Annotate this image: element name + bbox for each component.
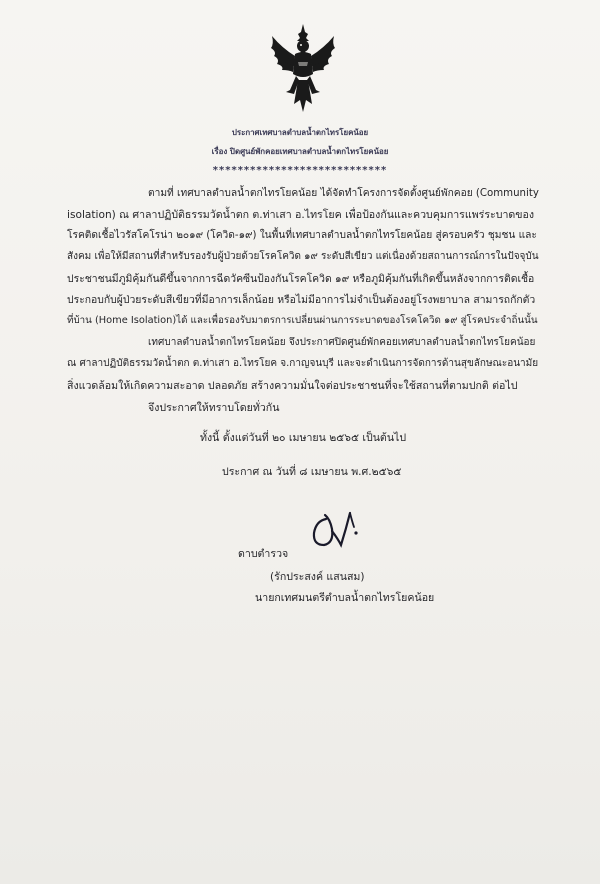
body-line: โรคติดเชื้อไวรัสโคโรน่า ๒๐๑๙ (โควิด-๑๙) ในพื้นที่เทศบาลตำบลน้ำตกไทรโยคน้อย สู่ครอบครัว ชุมชน และ	[67, 230, 537, 241]
body-line: ตามที่ เทศบาลตำบลน้ำตกไทรโยคน้อย ได้จัดทำโครงการจัดตั้งศูนย์พักคอย (Community	[148, 188, 539, 199]
body-line: isolation) ณ ศาลาปฏิบัติธรรมวัดน้ำตก ต.ท่าเสา อ.ไทรโยค เพื่อป้องกันและควบคุมการแพร่ระบาดของ	[67, 209, 535, 221]
body-line: ประชาชนมีภูมิคุ้มกันดีขึ้นจากการฉีดวัคซีนป้องกันโรคโควิด ๑๙ หรือภูมิคุ้มกันที่เกิดขึ้นหลังจากการติดเชื้อ	[67, 273, 535, 285]
rank-label: ดาบตำรวจ	[238, 548, 289, 560]
garuda-emblem-icon	[268, 22, 338, 114]
signer-name: (รักประสงค์ แสนสม)	[270, 571, 365, 583]
announce-line: จึงประกาศให้ทราบโดยทั่วกัน	[148, 402, 280, 414]
document-title: ประกาศเทศบาลตำบลน้ำตกไทรโยคน้อย	[231, 128, 369, 137]
body-line: ณ ศาลาปฏิบัติธรรมวัดน้ำตก ต.ท่าเสา อ.ไทรโยค จ.กาญจนบุรี และจะดำเนินการจัดการด้านสุขลักษณะอนามัย	[67, 358, 539, 369]
handwritten-signature	[308, 505, 364, 553]
announcement-date: ประกาศ ณ วันที่ ๘ เมษายน พ.ศ.๒๕๖๕	[222, 466, 402, 478]
document-subject: เรื่อง ปิดศูนย์พักคอยเทศบาลตำบลน้ำตกไทรโยคน้อย	[211, 147, 389, 156]
body-line: สิ่งแวดล้อมให้เกิดความสะอาด ปลอดภัย สร้างความมั่นใจต่อประชาชนที่จะใช้สถานที่ตามปกติ ต่อไป	[67, 380, 518, 392]
title-separator: ****************************	[212, 165, 388, 176]
body-line: ที่บ้าน (Home Isolation)ได้ และเพื่อรองรับมาตรการเปลี่ยนผ่านการระบาดของโรคโควิด ๑๙ สู่โรคประจำถิ่นนั้น	[67, 315, 538, 326]
effective-date: ทั้งนี้ ตั้งแต่วันที่ ๒๐ เมษายน ๒๕๖๕ เป็นต้นไป	[200, 432, 407, 444]
body-line: เทศบาลตำบลน้ำตกไทรโยคน้อย จึงประกาศปิดศูนย์พักคอยเทศบาลตำบลน้ำตกไทรโยคน้อย	[148, 337, 536, 348]
body-line: ประกอบกับผู้ป่วยระดับสีเขียวที่มีอาการเล็กน้อย หรือไม่มีอาการไม่จำเป็นต้องอยู่โรงพยาบาล สามารถกักตัว	[67, 294, 536, 306]
signer-position: นายกเทศมนตรีตำบลน้ำตกไทรโยคน้อย	[255, 592, 435, 604]
body-line: สังคม เพื่อให้มีสถานที่สำหรับรองรับผู้ป่วยด้วยโรคโควิด ๑๙ ระดับสีเขียว แต่เนื่องด้วยสถานการณ์การในปัจจุบัน	[67, 251, 539, 262]
